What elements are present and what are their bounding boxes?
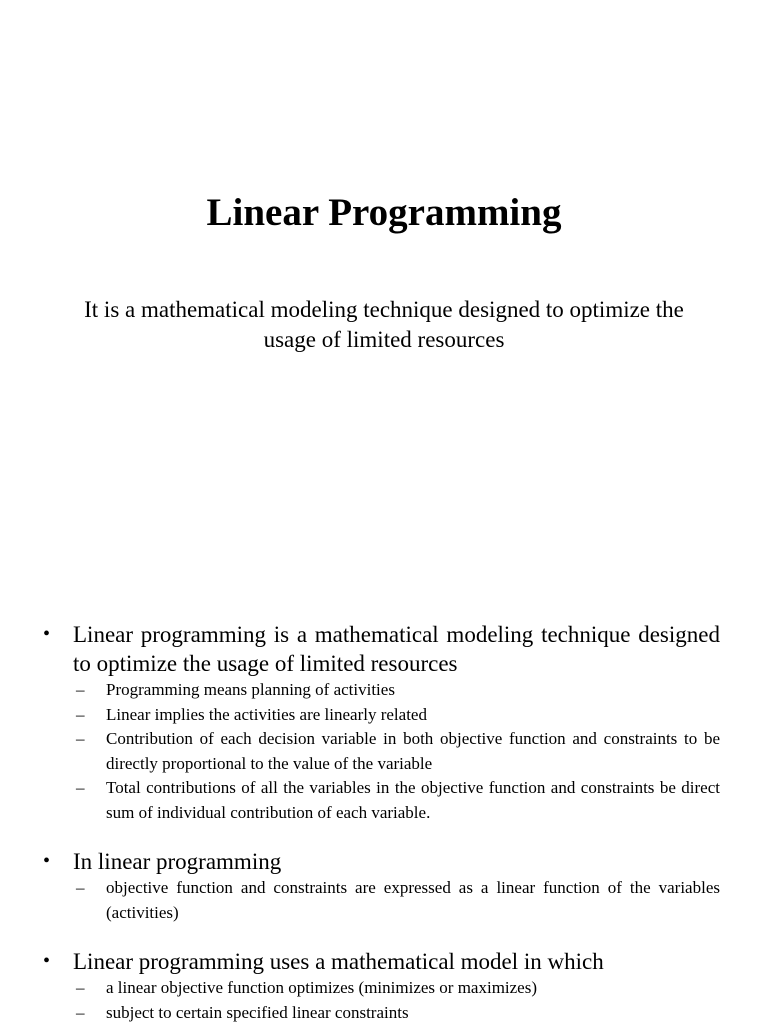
sub-item bbox=[73, 678, 720, 703]
sub-item-text: Linear implies the activities are linearly related bbox=[106, 705, 427, 724]
slide-title: Linear Programming bbox=[0, 190, 768, 236]
sub-item bbox=[73, 703, 720, 728]
sub-item bbox=[73, 876, 720, 925]
bullet-marker: • bbox=[43, 620, 50, 649]
dash-marker: – bbox=[76, 703, 85, 728]
bullet-marker: • bbox=[43, 947, 50, 976]
bullet-item bbox=[40, 620, 720, 825]
sub-item bbox=[73, 776, 720, 825]
bullet-item bbox=[40, 847, 720, 925]
sub-item-text: Total contributions of all the variables in the objective function and constraints be direct sum of individual contribution of each variable. bbox=[106, 778, 720, 822]
dash-marker: – bbox=[76, 776, 85, 801]
slide-subtitle: It is a mathematical modeling technique designed to optimize the usage of limited resources bbox=[60, 295, 708, 355]
sub-item bbox=[73, 976, 720, 1001]
dash-marker: – bbox=[76, 976, 85, 1001]
bullet-text: In linear programming bbox=[73, 847, 720, 876]
bullet-list bbox=[40, 620, 720, 1025]
bullet-text: Linear programming uses a mathematical model in which bbox=[73, 947, 720, 976]
dash-marker: – bbox=[76, 727, 85, 752]
bullet-text: Linear programming is a mathematical modeling technique designed to optimize the usage of limited resources bbox=[73, 620, 720, 678]
sub-item-text: objective function and constraints are expressed as a linear function of the variables (activities) bbox=[106, 878, 720, 922]
sub-item bbox=[73, 727, 720, 776]
sub-list bbox=[73, 976, 720, 1025]
bullet-item bbox=[40, 947, 720, 1025]
sub-item bbox=[73, 1001, 720, 1025]
dash-marker: – bbox=[76, 876, 85, 901]
sub-list bbox=[73, 678, 720, 825]
dash-marker: – bbox=[76, 678, 85, 703]
sub-item-text: a linear objective function optimizes (minimizes or maximizes) bbox=[106, 978, 537, 997]
sub-list bbox=[73, 876, 720, 925]
sub-item-text: Programming means planning of activities bbox=[106, 680, 395, 699]
sub-item-text: Contribution of each decision variable in both objective function and constraints to be directly proportional to the value of the variable bbox=[106, 729, 720, 773]
dash-marker: – bbox=[76, 1001, 85, 1025]
sub-item-text: subject to certain specified linear constraints bbox=[106, 1003, 409, 1022]
bullet-marker: • bbox=[43, 847, 50, 876]
